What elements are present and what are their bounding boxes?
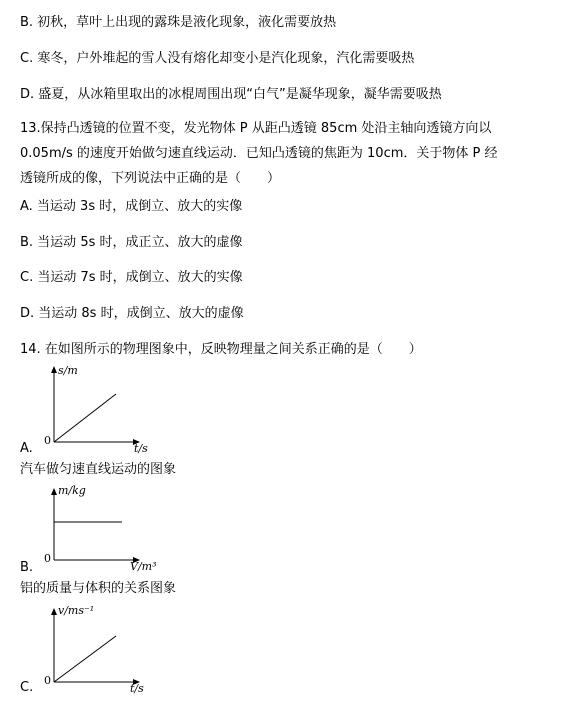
q13-option-b: B. 当运动 5s 时，成正立、放大的虚像 <box>20 235 243 250</box>
graph-a-letter: A. <box>20 441 33 456</box>
graph-a-data-line <box>54 394 116 442</box>
graph-b-xlabel: V/m³ <box>130 560 157 573</box>
graph-a-y-arrow <box>51 366 57 373</box>
graph-b-ylabel: m/kg <box>58 484 86 497</box>
q13-option-c: C. 当运动 7s 时，成倒立、放大的实像 <box>20 270 243 285</box>
graph-c-ylabel: v/ms⁻¹ <box>58 604 95 617</box>
q12-option-c: C. 寒冬，户外堆起的雪人没有熔化却变小是汽化现象，汽化需要吸热 <box>20 51 415 66</box>
graph-b-y-arrow <box>51 488 57 495</box>
graph-c-xlabel: t/s <box>130 682 144 695</box>
graph-b-origin: 0 <box>44 552 51 565</box>
graph-c-data-line <box>54 636 116 682</box>
graph-c <box>18 600 158 698</box>
q13-option-d: D. 当运动 8s 时，成倒立、放大的虚像 <box>20 306 244 321</box>
graph-c-origin: 0 <box>44 674 51 687</box>
graph-a-origin: 0 <box>44 434 51 447</box>
graph-c-y-arrow <box>51 608 57 615</box>
graph-a-ylabel: s/m <box>58 364 78 377</box>
graph-b-caption: 铝的质量与体积的关系图象 <box>20 581 177 596</box>
graph-a <box>18 362 158 460</box>
graph-c-letter: C. <box>20 680 34 695</box>
q13-stem-line-3: 透镜所成的像，下列说法中正确的是（ ） <box>20 171 281 186</box>
graph-b <box>18 480 158 578</box>
q14-stem: 14. 在如图所示的物理图象中，反映物理量之间关系正确的是（ ） <box>20 342 422 357</box>
graph-a-caption: 汽车做匀速直线运动的图象 <box>20 462 177 477</box>
q12-option-d: D. 盛夏，从冰箱里取出的冰棍周围出现“白气”是凝华现象，凝华需要吸热 <box>20 87 442 102</box>
q13-stem-line-2: 0.05m/s 的速度开始做匀速直线运动．已知凸透镜的焦距为 10cm．关于物体 P 经 <box>20 146 498 161</box>
graph-b-letter: B. <box>20 560 34 575</box>
q13-option-a: A. 当运动 3s 时，成倒立、放大的实像 <box>20 199 243 214</box>
q12-option-b: B. 初秋，草叶上出现的露珠是液化现象，液化需要放热 <box>20 15 337 30</box>
graph-a-xlabel: t/s <box>134 442 148 455</box>
q13-stem-line-1: 13.保持凸透镜的位置不变，发光物体 P 从距凸透镜 85cm 处沿主轴向透镜方向以 <box>20 121 492 136</box>
